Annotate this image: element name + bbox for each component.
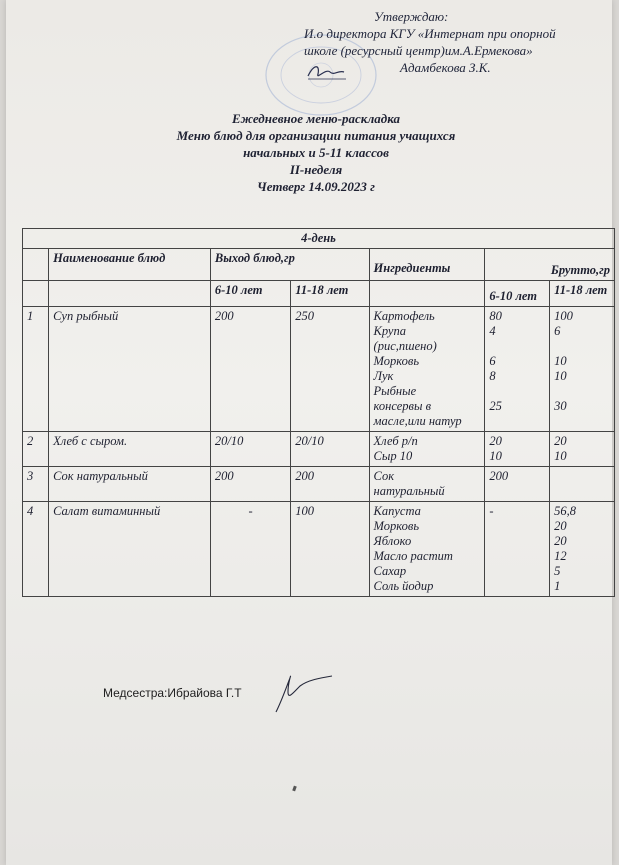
ingredient: Масло растит — [373, 549, 453, 563]
gross-value: 80 — [489, 309, 502, 323]
row-gross-6-10 — [485, 502, 550, 597]
approval-line-3: школе (ресурсный центр)им.А.Ермекова» — [304, 43, 533, 58]
table-subheader-row — [23, 281, 615, 307]
table-row — [23, 432, 615, 467]
gross-value: 1 — [554, 579, 561, 593]
header-ingredients: Ингредиенты — [369, 249, 485, 281]
ingredient: Соль йодир — [373, 579, 434, 593]
ingredient: Яблоко — [373, 534, 412, 548]
row-num: 1 — [23, 307, 49, 432]
gross-value: 20 — [489, 434, 502, 448]
row-ingredients — [369, 432, 485, 467]
row-ingredients — [369, 467, 485, 502]
table-row — [23, 467, 615, 502]
nurse-signature-line: Медсестра:Ибрайова Г.Т — [103, 686, 242, 700]
ink-mark — [292, 786, 297, 792]
gross-value: 5 — [554, 564, 561, 578]
gross-value: 56,8 — [554, 504, 577, 518]
row-gross-11-18 — [550, 467, 615, 502]
title-line-1: Ежедневное меню-раскладка — [231, 111, 401, 126]
ingredient: Хлеб р/п — [373, 434, 418, 448]
row-dish: Салат витаминный — [49, 502, 211, 597]
ingredient: Морковь — [373, 519, 420, 533]
row-ingredients — [369, 307, 485, 432]
row-num: 3 — [23, 467, 49, 502]
row-output-6-10: 200 — [210, 307, 290, 432]
row-gross-6-10 — [485, 432, 550, 467]
gross-value: - — [489, 504, 494, 518]
gross-value: 100 — [554, 309, 573, 323]
gross-value: 20 — [554, 534, 567, 548]
row-gross-11-18 — [550, 432, 615, 467]
ingredient: Картофель — [373, 309, 435, 323]
document-page — [6, 0, 612, 865]
row-dish: Сок натуральный — [49, 467, 211, 502]
header-gross: Брутто,гр — [485, 249, 615, 281]
row-gross-11-18 — [550, 307, 615, 432]
row-num: 4 — [23, 502, 49, 597]
ingredient: Морковь — [373, 354, 420, 368]
row-ingredients — [369, 502, 485, 597]
row-gross-6-10 — [485, 307, 550, 432]
gross-value: 10 — [554, 354, 567, 368]
gross-value: 10 — [489, 449, 502, 463]
ingredient: Лук — [373, 369, 394, 383]
subheader-gross-6-10: 6-10 лет — [485, 281, 550, 307]
ingredient: Капуста — [373, 504, 421, 518]
row-output-6-10: 200 — [210, 467, 290, 502]
ingredient: натуральный — [373, 484, 445, 498]
approval-line-1: Утверждаю: — [374, 9, 449, 24]
approval-line-2: И.о директора КГУ «Интернат при опорной — [304, 26, 556, 41]
gross-value: 12 — [554, 549, 567, 563]
subheader-age-11-18: 11-18 лет — [291, 281, 369, 307]
row-dish: Суп рыбный — [49, 307, 211, 432]
day-label: 4-день — [23, 229, 615, 249]
header-output: Выход блюд,гр — [210, 249, 369, 281]
row-output-11-18: 100 — [291, 502, 369, 597]
director-signature — [306, 62, 346, 82]
menu-table — [22, 228, 615, 597]
title-week: II-неделя — [289, 162, 343, 177]
gross-value: 20 — [554, 519, 567, 533]
row-output-11-18: 250 — [291, 307, 369, 432]
gross-value: 25 — [489, 399, 502, 413]
approval-line-4: Адамбекова З.К. — [400, 60, 491, 75]
gross-value: 10 — [554, 369, 567, 383]
gross-value: 20 — [554, 434, 567, 448]
ingredient: консервы в — [373, 399, 431, 413]
row-gross-6-10 — [485, 467, 550, 502]
row-output-11-18: 20/10 — [291, 432, 369, 467]
ingredient: (рис,пшено) — [373, 339, 437, 353]
gross-value: 6 — [554, 324, 561, 338]
title-line-3: начальных и 5-11 классов — [243, 145, 389, 160]
row-num: 2 — [23, 432, 49, 467]
row-output-11-18: 200 — [291, 467, 369, 502]
title-line-2: Меню блюд для организации питания учащихся — [176, 128, 456, 143]
gross-value: 30 — [554, 399, 567, 413]
subheader-gross-11-18: 11-18 лет — [550, 281, 615, 307]
header-num — [23, 249, 49, 281]
header-dish-name: Наименование блюд — [49, 249, 211, 281]
approval-block — [304, 8, 604, 76]
gross-value: 200 — [489, 469, 509, 483]
row-gross-11-18 — [550, 502, 615, 597]
ingredient: Крупа — [373, 324, 406, 338]
document-titles — [116, 110, 516, 195]
gross-value: 4 — [489, 324, 496, 338]
table-header-row — [23, 249, 615, 281]
nurse-signature — [268, 670, 338, 716]
ingredient: Сахар — [373, 564, 407, 578]
gross-value: 10 — [554, 449, 567, 463]
gross-value: 8 — [489, 369, 496, 383]
row-dish: Хлеб с сыром. — [49, 432, 211, 467]
subheader-empty-1 — [23, 281, 49, 307]
table-row — [23, 502, 615, 597]
subheader-empty-2 — [49, 281, 211, 307]
ingredient: Рыбные — [373, 384, 417, 398]
ingredient: масле,или натур — [373, 414, 462, 428]
ingredient: Сыр 10 — [373, 449, 413, 463]
subheader-age-6-10: 6-10 лет — [210, 281, 290, 307]
ingredient: Сок — [373, 469, 395, 483]
table-row — [23, 307, 615, 432]
table-row-day — [23, 229, 615, 249]
row-output-6-10: 20/10 — [210, 432, 290, 467]
gross-value: 6 — [489, 354, 496, 368]
row-output-6-10: - — [210, 502, 290, 597]
subheader-empty-3 — [369, 281, 485, 307]
title-date: Четверг 14.09.2023 г — [257, 179, 375, 194]
